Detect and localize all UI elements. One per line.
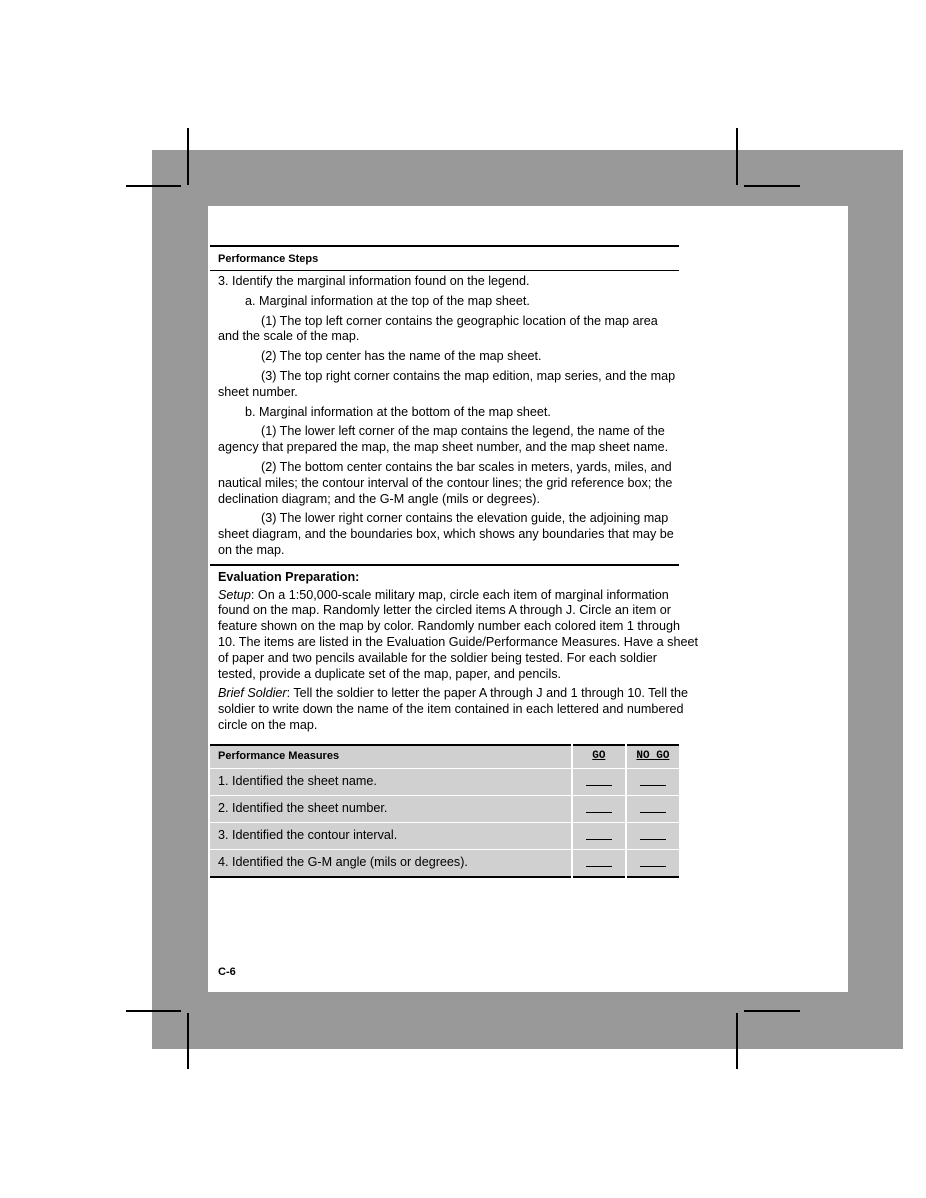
table-row [210,795,679,822]
step-3b1: (1) The lower left corner of the map contains the legend, the name of the agency that prepared the map, the map sheet number, and the map sheet name. [218,424,669,455]
go-header: GO [592,750,606,763]
measures-header: Performance Measures [210,745,572,769]
crop-mark-bottom-right-v [736,1013,738,1069]
step-3a3: (3) The top right corner contains the map edition, map series, and the map sheet number. [218,368,676,399]
evaluation-preparation [210,566,698,744]
performance-measures-table [210,744,679,878]
go-blank[interactable] [586,854,612,867]
crop-mark-top-left-h [126,185,181,187]
go-blank[interactable] [586,773,612,786]
step-3b3: (3) The lower right corner contains the elevation guide, the adjoining map sheet diagram, and the boundaries box, which shows any boundaries that may be on the map. [218,511,674,557]
nogo-blank[interactable] [640,773,666,786]
crop-mark-bottom-left-h [126,1010,181,1012]
nogo-header: NO GO [636,750,670,763]
nogo-blank[interactable] [640,800,666,813]
crop-mark-top-right-v [736,128,738,185]
measure-1: 1. Identified the sheet name. [210,768,572,795]
step-3b: b. Marginal information at the bottom of the map sheet. [245,404,551,419]
brief-paragraph [218,686,698,733]
measure-2: 2. Identified the sheet number. [210,795,572,822]
step-3a2: (2) The top center has the name of the map sheet. [261,349,542,364]
step-3: 3. Identify the marginal information found on the legend. [218,274,530,288]
nogo-blank[interactable] [640,854,666,867]
nogo-blank[interactable] [640,827,666,840]
step-3a: a. Marginal information at the top of the map sheet. [245,293,530,308]
setup-text: : On a 1:50,000-scale military map, circle each item of marginal information found on the map. Randomly letter the circled items A through J. Circle an item or feature shown on the map by color. Randomly number each colored item 1 through 10. The items are listed in the Evaluation Guide/Performance Measures. Have a sheet of paper and two pencils available for the soldier being tested. For each soldier tested, provide a duplicate set of the map, paper, and pencils. [218,587,698,681]
go-blank[interactable] [586,800,612,813]
table-row [210,822,679,849]
crop-mark-top-right-h [744,185,800,187]
go-blank[interactable] [586,827,612,840]
brief-label: Brief Soldier [218,686,287,701]
page-number: C-6 [218,966,236,978]
crop-mark-top-left-v [187,128,189,185]
performance-steps [210,271,679,564]
table-header-row [210,745,679,769]
measure-3: 3. Identified the contour interval. [210,822,572,849]
table-row [210,849,679,877]
step-3b2: (2) The bottom center contains the bar scales in meters, yards, miles, and nautical miles; the contour interval of the contour lines; the grid reference box; the declination diagram; and the G-M angle (mils or degrees). [218,459,673,506]
brief-text: : Tell the soldier to letter the paper A through J and 1 through 10. Tell the soldier to write down the name of the item contained in each lettered and numbered circle on the map. [218,686,689,732]
page-content [210,245,698,878]
measure-4: 4. Identified the G-M angle (mils or degrees). [218,854,468,869]
setup-label: Setup [218,587,251,602]
performance-steps-header: Performance Steps [210,245,679,271]
evaluation-title: Evaluation Preparation: [218,569,360,584]
crop-mark-bottom-right-h [744,1010,800,1012]
table-row [210,768,679,795]
crop-mark-bottom-left-v [187,1013,189,1069]
step-3a1: (1) The top left corner contains the geographic location of the map area and the scale of the map. [218,313,658,344]
setup-paragraph [218,588,698,683]
